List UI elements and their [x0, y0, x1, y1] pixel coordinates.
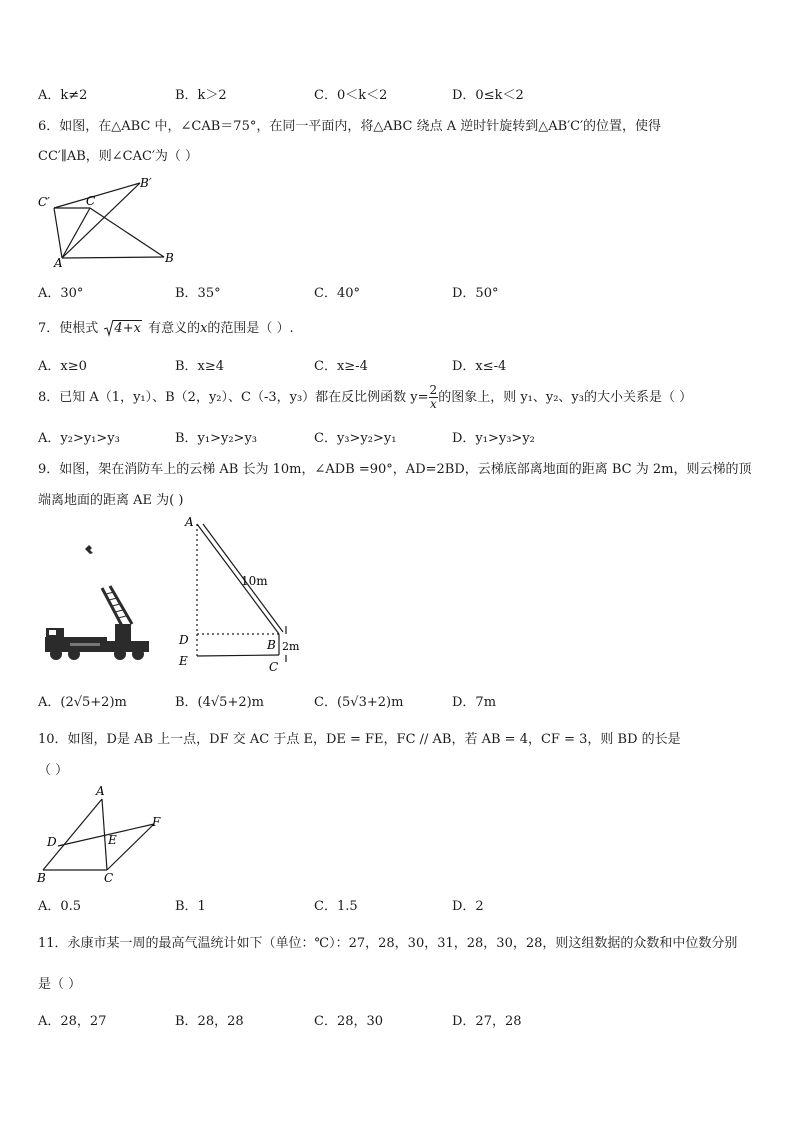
q5-option-d[interactable]: D．0≤k＜2 [452, 88, 524, 103]
q11-option-c[interactable]: C．28，30 [314, 1014, 384, 1029]
q8-options [38, 427, 598, 445]
q5-option-c[interactable]: C．0＜k＜2 [314, 88, 388, 103]
q10-stem-line1: 10．如图，D是 AB 上一点，DF 交 AC 于点 E，DE = FE，FC // AB，若 AB = 4，CF = 3，则 BD 的长是 [38, 732, 681, 747]
q9-label-b: B [267, 638, 276, 652]
q5-option-b[interactable]: B．k＞2 [175, 88, 227, 103]
q8-option-b[interactable]: B．y₁>y₂>y₃ [175, 431, 258, 446]
q6-label-c: C [86, 194, 96, 208]
q6-label-b-prime: B′ [140, 176, 152, 190]
q6-figure [36, 174, 186, 270]
q7-var: x [200, 321, 208, 336]
q9-option-d[interactable]: D．7m [452, 695, 497, 710]
q10-option-b[interactable]: B．1 [175, 899, 206, 914]
fire-truck-icon [40, 540, 152, 664]
q9-stem-line1: 9．如图，架在消防车上的云梯 AB 长为 10m，∠ADB =90°，AD=2BD，云梯底部离地面的距离 BC 为 2m，则云梯的顶 [38, 462, 752, 477]
q7-suffix: 的范围是（ ）. [207, 321, 294, 336]
q9-label-c: C [269, 660, 279, 674]
q11-option-d[interactable]: D．27，28 [452, 1014, 522, 1029]
q9-option-b[interactable]: B．(4√5+2)m [175, 695, 265, 710]
q7-radical [104, 321, 142, 336]
q11-option-b[interactable]: B．28，28 [175, 1014, 244, 1029]
q9-label-height: 2m [282, 640, 300, 653]
q7-option-c[interactable]: C．x≥-4 [314, 359, 368, 374]
q11-stem-line2: 是（ ） [38, 977, 82, 992]
q6-option-c[interactable]: C．40° [314, 286, 360, 301]
q9-stem-line2: 端离地面的距离 AE 为( ) [38, 493, 184, 508]
q7-option-b[interactable]: B．x≥4 [175, 359, 225, 374]
q11-stem-line1: 11．永康市某一周的最高气温统计如下（单位：℃）：27，28，30，31，28，30，28，则这组数据的众数和中位数分别 [38, 936, 738, 951]
q10-stem-line2: （ ） [38, 763, 69, 778]
q10-label-a: A [96, 784, 105, 798]
q8-option-a[interactable]: A．y₂>y₁>y₃ [38, 431, 120, 446]
q6-option-a[interactable]: A．30° [38, 286, 84, 301]
q10-label-e: E [108, 833, 117, 847]
q6-option-d[interactable]: D．50° [452, 286, 499, 301]
q10-label-c: C [104, 871, 114, 885]
q6-option-b[interactable]: B．35° [175, 286, 221, 301]
q6-stem-line2: CC′∥AB，则∠CAC′为（ ） [38, 149, 199, 164]
q10-label-f: F [152, 815, 161, 829]
q7-middle: 有意义的 [148, 321, 201, 336]
q8-suffix: 的图象上，则 y₁、y₂、y₃的大小关系是（ ） [438, 390, 693, 405]
q6-options [38, 282, 598, 300]
q7-radicand: 4+x [114, 321, 141, 336]
q9-options [38, 691, 598, 709]
q8-frac-denominator: x [429, 397, 437, 411]
q10-option-a[interactable]: A．0.5 [38, 899, 82, 914]
q8-frac-numerator: 2 [429, 383, 438, 397]
q11-options [38, 1010, 598, 1028]
q5-options [38, 84, 598, 102]
q11-option-a[interactable]: A．28，27 [38, 1014, 107, 1029]
q7-prefix: 7．使根式 [38, 321, 99, 336]
q10-figure [34, 782, 170, 888]
q9-option-a[interactable]: A．(2√5+2)m [38, 695, 127, 710]
q8-fraction [429, 384, 439, 411]
radical-sign-icon [104, 319, 114, 337]
q10-option-c[interactable]: C．1.5 [314, 899, 358, 914]
q7-option-a[interactable]: A．x≥0 [38, 359, 87, 374]
q7-options [38, 355, 598, 373]
q9-label-a: A [185, 515, 194, 529]
q10-label-d: D [47, 835, 57, 849]
q9-label-length: 10m [241, 574, 268, 588]
q8-option-d[interactable]: D．y₁>y₃>y₂ [452, 431, 535, 446]
q7-option-d[interactable]: D．x≤-4 [452, 359, 507, 374]
q9-label-d: D [179, 633, 189, 647]
q8-stem [38, 384, 692, 411]
q8-prefix: 8．已知 A（1，y₁）、B（2，y₂）、C（-3，y₃）都在反比例函数 y= [38, 390, 429, 405]
q9-figure [175, 512, 305, 676]
q9-label-e: E [179, 654, 188, 668]
q6-label-a: A [54, 256, 63, 270]
q8-option-c[interactable]: C．y₃>y₂>y₁ [314, 431, 397, 446]
q7-stem [38, 317, 294, 336]
q6-label-c-prime: C′ [38, 195, 50, 209]
q10-options [38, 895, 598, 913]
q10-label-b: B [37, 871, 46, 885]
q5-option-a[interactable]: A．k≠2 [38, 88, 88, 103]
q10-option-d[interactable]: D．2 [452, 899, 484, 914]
q6-label-b: B [165, 251, 174, 265]
q6-stem-line1: 6．如图，在△ABC 中，∠CAB＝75°，在同一平面内，将△ABC 绕点 A 逆时针旋转到△AB′C′的位置，使得 [38, 119, 662, 134]
q9-option-c[interactable]: C．(5√3+2)m [314, 695, 404, 710]
